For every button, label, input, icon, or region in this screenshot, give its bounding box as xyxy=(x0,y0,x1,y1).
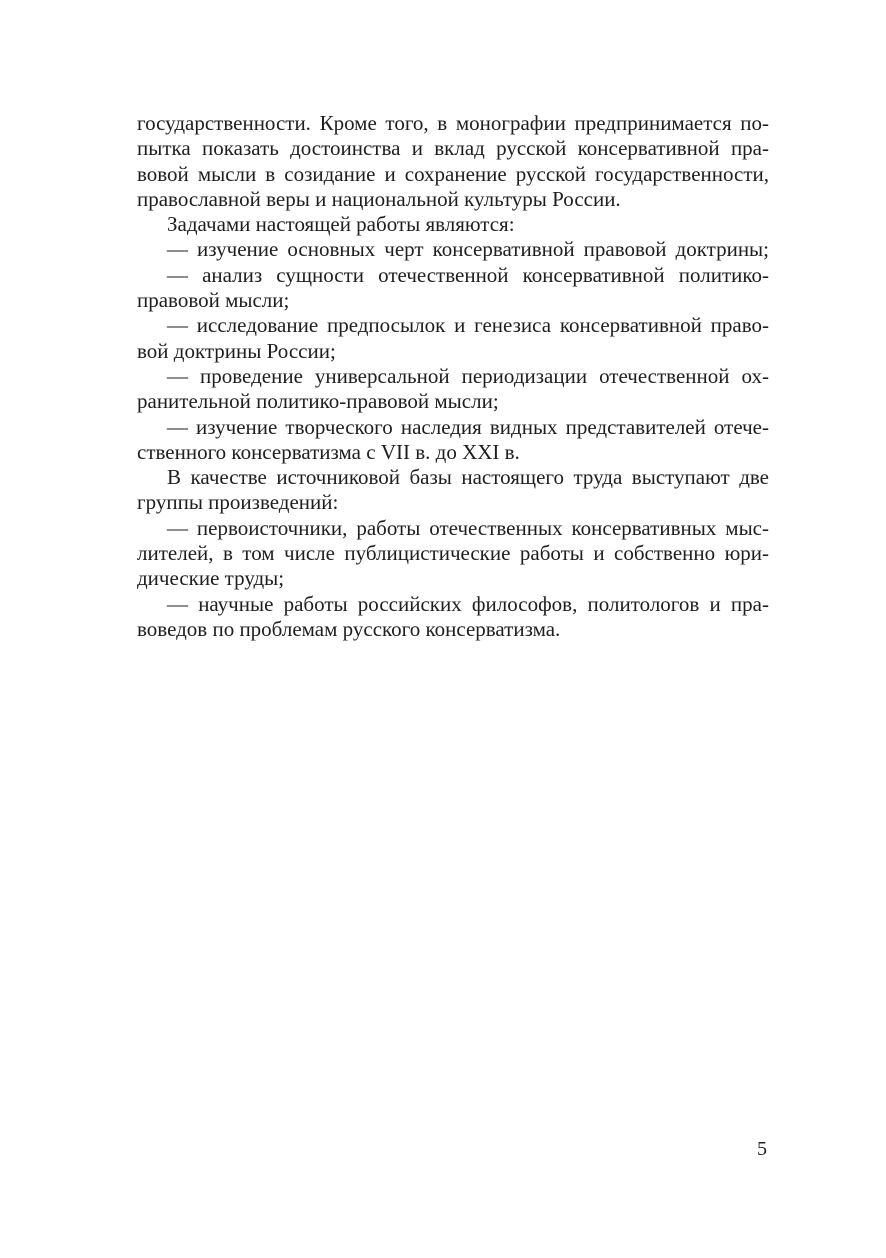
text-line: — изучение творческого наследия видных представителей отече- xyxy=(167,414,769,439)
text-line: — научные работы российских философов, политологов и пра- xyxy=(167,591,769,616)
text-line: православной веры и национальной культуры России. xyxy=(137,186,621,211)
page-number: 5 xyxy=(757,1138,767,1160)
text-line: Задачами настоящей работы являются: xyxy=(167,212,515,237)
text-line: ственного консерватизма с VII в. до XXI в. xyxy=(137,439,520,464)
text-line: ранительной политико-правовой мысли; xyxy=(137,389,499,414)
text-line: государственности. Кроме того, в монографии предпринимается по- xyxy=(137,111,769,135)
text-line: правовой мысли; xyxy=(137,288,290,313)
text-line: дические труды; xyxy=(137,566,285,591)
text-line: — анализ сущности отечественной консервативной политико- xyxy=(167,262,769,287)
text-line: — исследование предпосылок и генезиса консервативной право- xyxy=(167,313,769,338)
text-line: группы произведений: xyxy=(137,490,339,515)
text-line: В качестве источниковой базы настоящего труда выступают две xyxy=(167,465,769,490)
text-line: — проведение универсальной периодизации отечественной ох- xyxy=(167,363,769,388)
text-line: воведов по проблемам русского консерватизма. xyxy=(137,616,561,641)
text-line: — первоисточники, работы отечественных консервативных мыс- xyxy=(167,515,769,540)
body-text xyxy=(137,111,769,642)
text-line: вовой мысли в созидание и сохранение русской государственности, xyxy=(137,161,769,186)
text-line: — изучение основных черт консервативной правовой доктрины; xyxy=(167,237,769,262)
text-line: лителей, в том числе публицистические работы и собственно юри- xyxy=(137,541,769,566)
text-line: пытка показать достоинства и вклад русской консервативной пра- xyxy=(137,136,769,161)
text-line: вой доктрины России; xyxy=(137,338,336,363)
